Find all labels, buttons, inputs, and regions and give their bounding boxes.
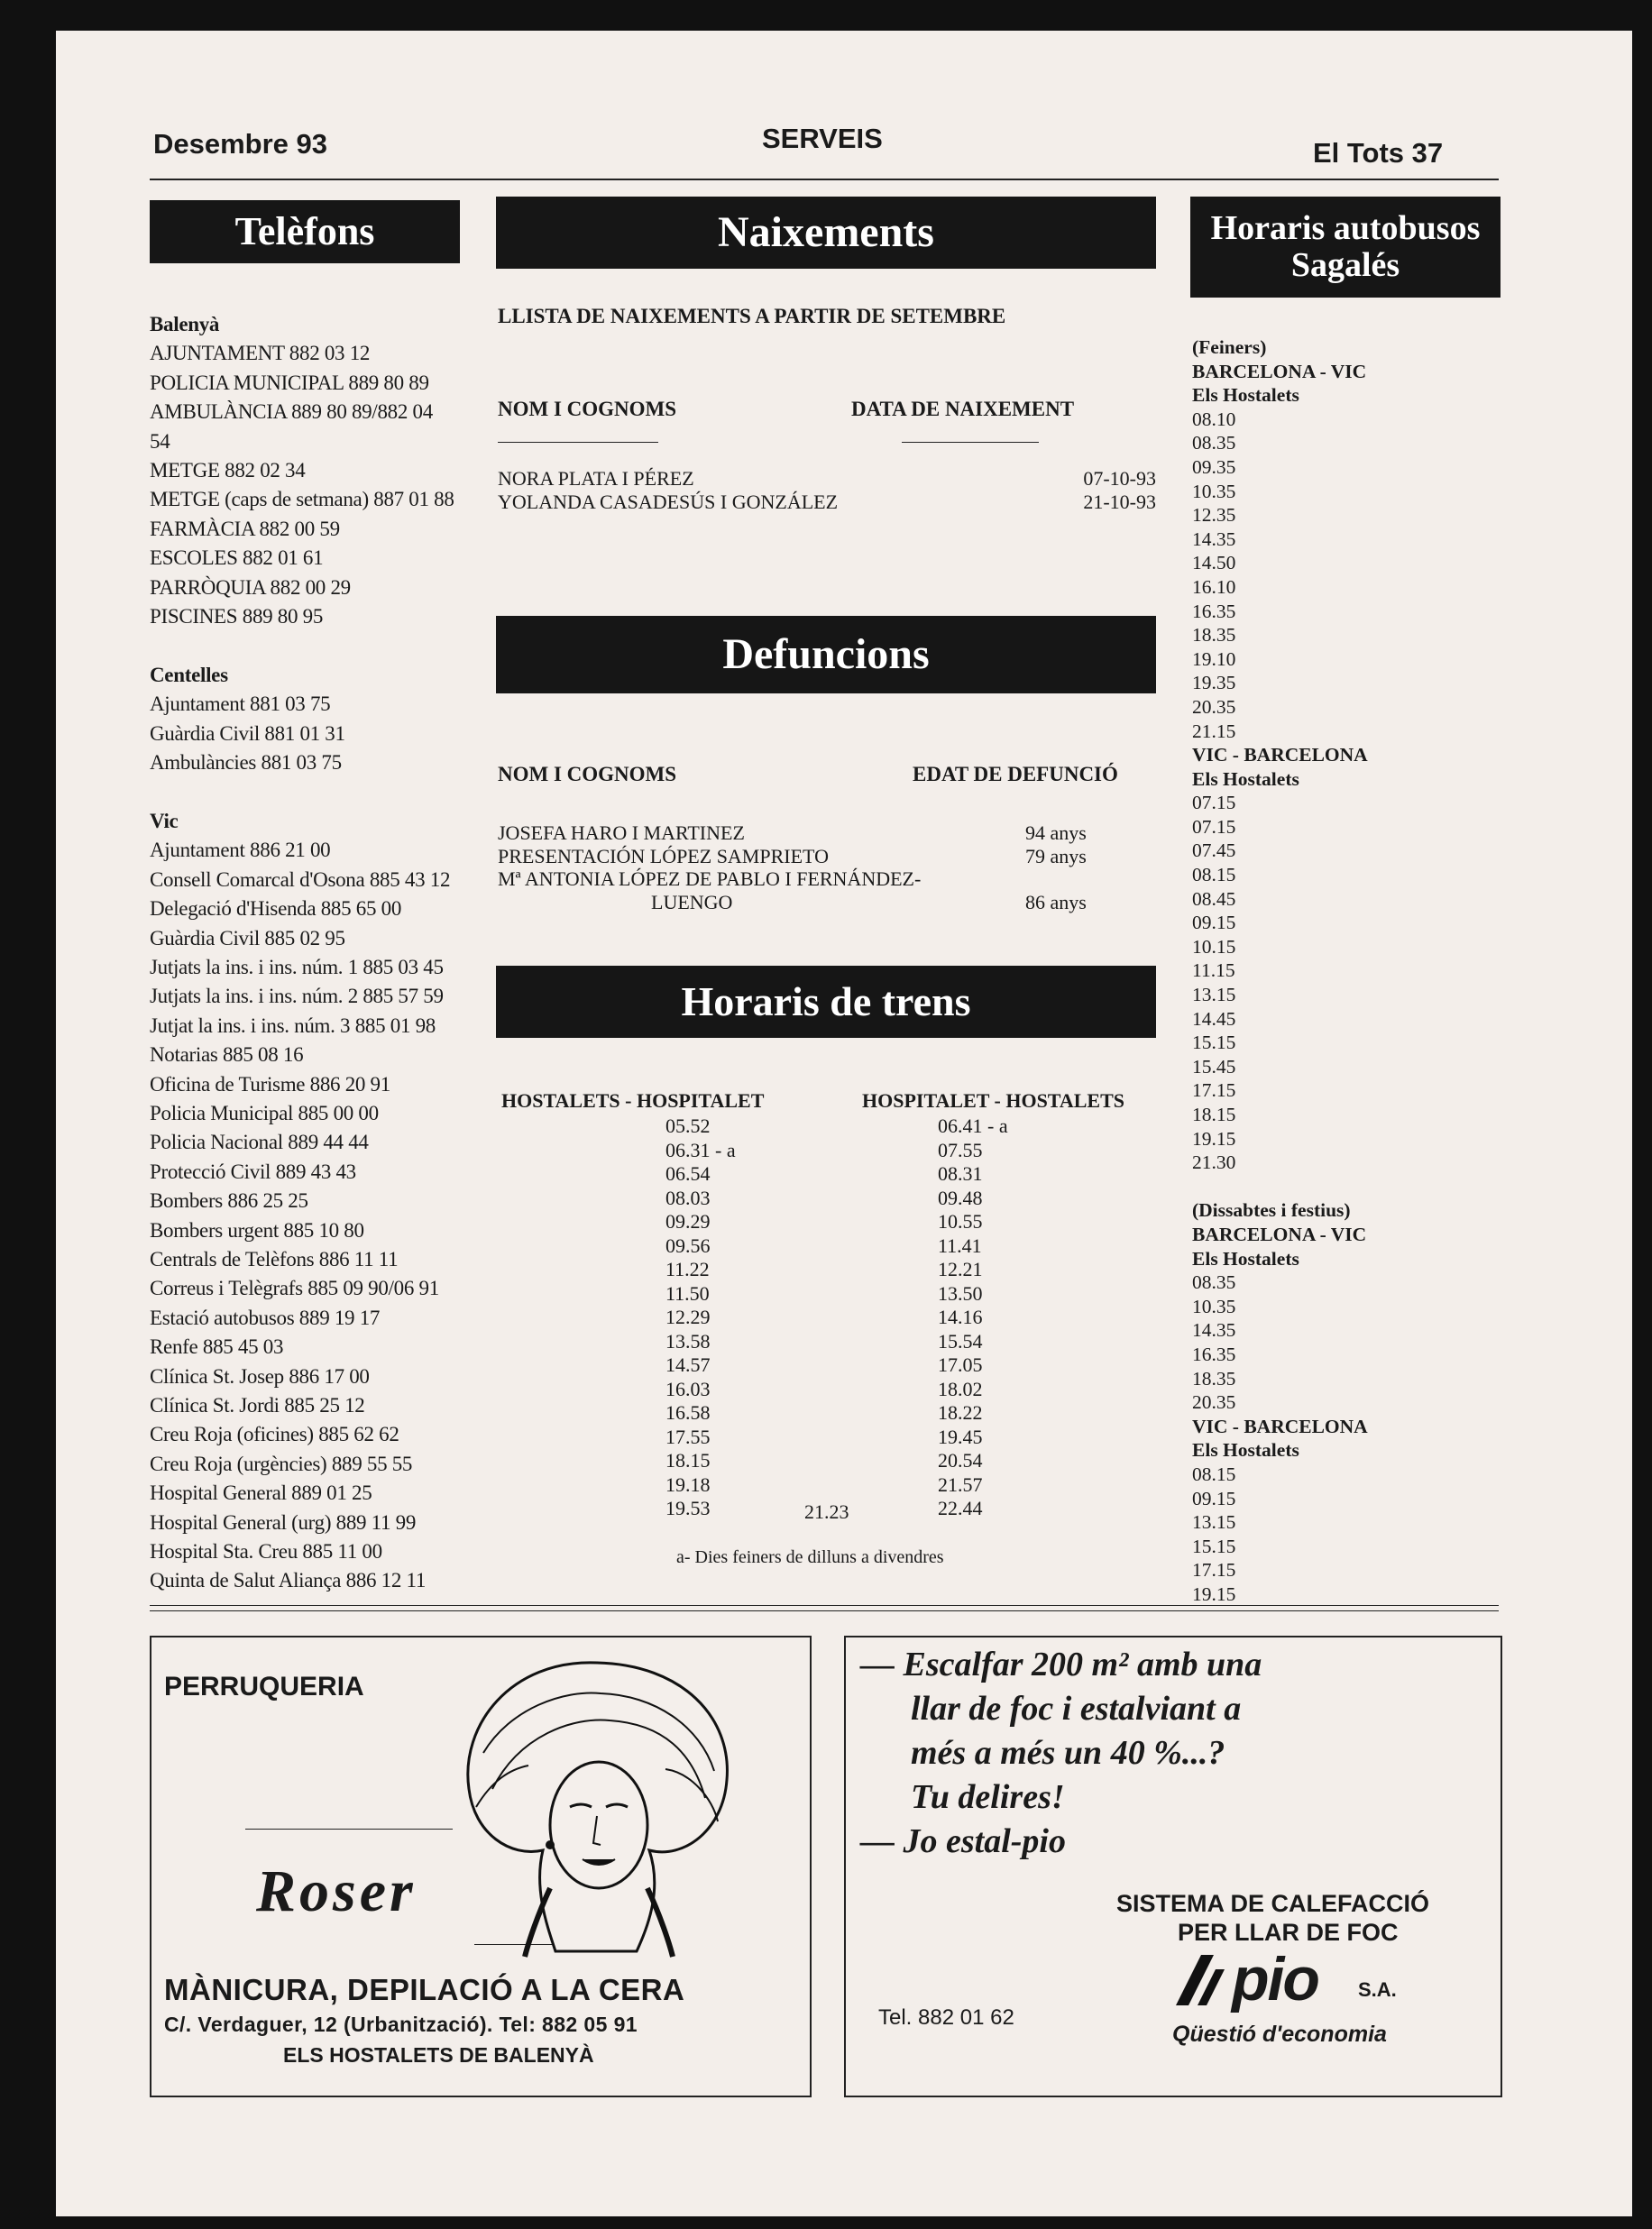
bus-time: 16.35: [1192, 600, 1236, 622]
perruqueria-line-upper: [245, 1829, 453, 1830]
defuncio-age: 94 anys: [1025, 821, 1087, 844]
tren-time-a: 06.54: [665, 1162, 711, 1185]
naixements-date-underline: [902, 442, 1039, 443]
bus-time: 14.35: [1192, 527, 1236, 550]
perruqueria-logo: Roser: [256, 1858, 417, 1924]
telefons-group-name: Balenyà: [150, 313, 220, 335]
defuncio-row: [498, 845, 1156, 868]
tren-time-b: 14.16: [938, 1306, 983, 1328]
header-page: El Tots 37: [1313, 137, 1444, 169]
tren-time-b: 18.02: [938, 1377, 983, 1400]
telefons-entry: Policia Municipal 885 00 00: [150, 1101, 379, 1124]
tren-time-a: 13.58: [665, 1329, 711, 1353]
telefons-entry: Hospital General 889 01 25: [150, 1481, 372, 1505]
tren-time-a: 09.29: [665, 1210, 711, 1233]
telefons-entry: Clínica St. Jordi 885 25 12: [150, 1394, 365, 1417]
tren-time-a: 19.18: [665, 1472, 711, 1496]
woman-portrait-illustration: [456, 1654, 738, 1960]
telefons-entry: Delegació d'Hisenda 885 65 00: [150, 897, 402, 921]
telefons-entry: Creu Roja (urgències) 889 55 55: [150, 1452, 413, 1475]
telefons-entry: AJUNTAMENT 882 03 12: [150, 342, 371, 365]
defuncio-age: 86 anys: [1025, 890, 1087, 913]
bus-route: BARCELONA - VIC: [1192, 360, 1367, 382]
telefons-entry: Oficina de Turisme 886 20 91: [150, 1072, 390, 1096]
telefons-entry: Ajuntament 881 03 75: [150, 693, 331, 716]
telefons-entry: Jutjats la ins. i ins. núm. 1 885 03 45: [150, 955, 444, 978]
telefons-entry: METGE 882 02 34: [150, 459, 306, 482]
perruqueria-town: ELS HOSTALETS DE BALENYÀ: [283, 2043, 594, 2067]
scan-border-top: [0, 0, 1652, 31]
bus-time: 16.10: [1192, 575, 1236, 598]
defuncions-col-name: NOM I COGNOMS: [498, 763, 677, 785]
trens-col-a-times: [665, 1114, 774, 1521]
naixement-date: 07-10-93: [1083, 467, 1156, 490]
tren-time-a: 05.52: [665, 1114, 711, 1137]
perruqueria-address: C/. Verdaguer, 12 (Urbanització). Tel: 882 05 91: [164, 2013, 638, 2036]
pio-quote: [860, 1643, 1416, 1864]
autobusos-title-line1: Horaris autobusos: [1210, 208, 1481, 247]
bus-time: 19.10: [1192, 647, 1236, 670]
bus-time: 18.15: [1192, 1104, 1236, 1125]
tren-time-a: 19.53: [665, 1497, 711, 1519]
telefons-entry: Jutjat la ins. i ins. núm. 3 885 01 98: [150, 1014, 436, 1037]
telefons-group-gap: [150, 631, 474, 660]
tren-time-a: 06.31 - a: [665, 1138, 736, 1161]
tren-time-b: 19.45: [938, 1425, 983, 1448]
bus-time: 14.35: [1192, 1319, 1236, 1342]
bus-time: 08.15: [1192, 864, 1236, 886]
naixements-col-name: NOM I COGNOMS: [498, 398, 677, 420]
bus-time: 09.15: [1192, 1487, 1236, 1509]
bus-stop: Els Hostalets: [1192, 384, 1299, 407]
pio-quote-line: més a més un 40 %...?: [911, 1734, 1225, 1772]
bottom-rule-1: [150, 1605, 1499, 1606]
trens-col-b: HOSPITALET - HOSTALETS: [862, 1089, 1124, 1112]
tren-time-b: 15.54: [938, 1329, 983, 1353]
telefons-entry: Estació autobusos 889 19 17: [150, 1306, 381, 1329]
pio-slogan: Qüestió d'economia: [1172, 2022, 1387, 2047]
tren-time-b: 08.31: [938, 1162, 983, 1185]
tren-time-b: 21.57: [938, 1472, 983, 1496]
bus-time: 15.45: [1192, 1055, 1236, 1078]
bus-time: 08.35: [1192, 432, 1236, 454]
bus-time: 20.35: [1192, 1391, 1236, 1414]
pio-logo-mark-icon: [1174, 1951, 1232, 2009]
tren-time-b: 09.48: [938, 1186, 983, 1209]
tren-time-b: 10.55: [938, 1210, 983, 1233]
autobusos-list: [1192, 335, 1499, 1605]
bus-time: 08.45: [1192, 887, 1236, 910]
telefons-entry: Bombers urgent 885 10 80: [150, 1218, 364, 1242]
pio-quote-line: Tu delires!: [911, 1778, 1065, 1816]
bus-time: 17.15: [1192, 1079, 1236, 1102]
autobusos-title: [1190, 197, 1501, 298]
bus-day-label: (Dissabtes i festius): [1192, 1199, 1351, 1222]
telefons-entry: ESCOLES 882 01 61: [150, 546, 324, 570]
bus-route: VIC - BARCELONA: [1192, 744, 1368, 766]
bus-time: 19.35: [1192, 672, 1236, 694]
tren-time-b: 06.41 - a: [938, 1114, 1008, 1137]
telefons-entry: Ajuntament 886 21 00: [150, 839, 331, 862]
telefons-group-name: Centelles: [150, 663, 228, 686]
bus-time: 10.35: [1192, 1295, 1236, 1317]
defuncio-name: LUENGO: [651, 890, 733, 913]
bus-day-label: (Feiners): [1192, 336, 1267, 358]
header-section: SERVEIS: [762, 123, 883, 154]
defuncions-rows: [498, 821, 1156, 913]
bus-time: 08.15: [1192, 1463, 1236, 1485]
telefons-entry: AMBULÀNCIA 889 80 89/882 04: [150, 400, 433, 424]
header-date: Desembre 93: [153, 128, 328, 160]
tren-time-b: 11.41: [938, 1234, 982, 1257]
trens-note: a- Dies feiners de dilluns a divendres: [676, 1547, 944, 1567]
pio-brand: pio: [1232, 1945, 1318, 2013]
defuncio-age: 79 anys: [1025, 844, 1087, 867]
telefons-entry: Consell Comarcal d'Osona 885 43 12: [150, 867, 451, 891]
naixement-name: NORA PLATA I PÉREZ: [498, 467, 694, 490]
telefons-entry: Correus i Telègrafs 885 09 90/06 91: [150, 1277, 439, 1300]
bus-time: 13.15: [1192, 984, 1236, 1006]
pio-quote-line: — Escalfar 200 m² amb una: [860, 1646, 1262, 1683]
tren-time-b: 07.55: [938, 1138, 983, 1161]
pio-quote-line: llar de foc i estalviant a: [911, 1690, 1242, 1728]
trens-title: Horaris de trens: [496, 966, 1156, 1038]
telefons-entry: Policia Nacional 889 44 44: [150, 1131, 369, 1154]
bus-time: 10.15: [1192, 935, 1236, 958]
perruqueria-heading: PERRUQUERIA: [164, 1672, 364, 1702]
defuncions-col-age: EDAT DE DEFUNCIÓ: [913, 763, 1118, 785]
bus-time: 07.45: [1192, 839, 1236, 862]
defuncio-name: PRESENTACIÓN LÓPEZ SAMPRIETO: [498, 844, 829, 867]
telefons-entry: Ambulàncies 881 03 75: [150, 751, 342, 775]
telefons-entry: PARRÒQUIA 882 00 29: [150, 575, 351, 599]
bus-time: 07.15: [1192, 815, 1236, 838]
defuncio-name: JOSEFA HARO I MARTINEZ: [498, 821, 745, 844]
bus-stop: Els Hostalets: [1192, 1247, 1299, 1270]
bus-time: 13.15: [1192, 1511, 1236, 1534]
bus-time: 18.35: [1192, 624, 1236, 647]
telefons-entry: POLICIA MUNICIPAL 889 80 89: [150, 371, 429, 394]
tren-time-b: 22.44: [938, 1497, 983, 1519]
defuncions-title: Defuncions: [496, 616, 1156, 693]
autobusos-title-line2: Sagalés: [1290, 246, 1400, 284]
bus-time: 17.15: [1192, 1559, 1236, 1582]
bus-time: 14.45: [1192, 1007, 1236, 1030]
tren-time-a: 11.50: [665, 1281, 710, 1305]
autobusos-list-clip: [1192, 335, 1499, 1605]
bus-time: 08.35: [1192, 1271, 1236, 1294]
tren-time-b: 12.21: [938, 1258, 983, 1280]
scan-border-left: [0, 0, 56, 2229]
telefons-entry: Creu Roja (oficines) 885 62 62: [150, 1423, 399, 1446]
telefons-entry: Guàrdia Civil 881 01 31: [150, 721, 345, 745]
defuncio-row: [498, 867, 1156, 891]
tren-time-b: 20.54: [938, 1449, 983, 1472]
perruqueria-ad: [150, 1636, 812, 2097]
defuncio-name: Mª ANTONIA LÓPEZ DE PABLO I FERNÁNDEZ-: [498, 867, 922, 890]
telefons-entry: FARMÀCIA 882 00 59: [150, 517, 340, 540]
telefons-entry: PISCINES 889 80 95: [150, 605, 324, 628]
bus-time: 07.15: [1192, 792, 1236, 814]
telefons-entry: Clínica St. Josep 886 17 00: [150, 1364, 370, 1388]
bus-time: 10.35: [1192, 480, 1236, 502]
bottom-rule-2: [150, 1610, 1499, 1611]
bus-time: 21.15: [1192, 720, 1236, 742]
tren-time-a: 12.29: [665, 1306, 711, 1328]
telefons-entry: Protecció Civil 889 43 43: [150, 1160, 356, 1183]
pio-ad: [844, 1636, 1502, 2097]
bus-time: 19.15: [1192, 1127, 1236, 1150]
bus-time: 15.15: [1192, 1032, 1236, 1054]
telefons-entry: Renfe 885 45 03: [150, 1335, 284, 1359]
tren-time-b: 13.50: [938, 1281, 983, 1305]
naixements-rows: [498, 467, 1156, 514]
naixements-name-underline: [498, 442, 658, 443]
telefons-entry: Notarias 885 08 16: [150, 1043, 304, 1067]
bus-stop: Els Hostalets: [1192, 1439, 1299, 1462]
bus-time: 20.35: [1192, 695, 1236, 718]
tren-time-a: 16.58: [665, 1401, 711, 1424]
tren-time-a: 17.55: [665, 1425, 711, 1448]
telefons-entry: Quinta de Salut Aliança 886 12 11: [150, 1569, 427, 1592]
header-rule: [150, 179, 1499, 180]
trens-col-a: HOSTALETS - HOSPITALET: [501, 1089, 765, 1112]
bus-time: 21.30: [1192, 1151, 1236, 1174]
defuncio-row: [498, 821, 1156, 845]
tren-time-b: 18.22: [938, 1401, 983, 1424]
pio-system-line1: SISTEMA DE CALEFACCIÓ: [1116, 1890, 1430, 1917]
bus-route: BARCELONA - VIC: [1192, 1223, 1367, 1245]
tren-time-a: 14.57: [665, 1353, 711, 1376]
telefons-entry: Bombers 886 25 25: [150, 1189, 308, 1213]
tren-time-a: 18.15: [665, 1449, 711, 1472]
bus-time: 14.50: [1192, 552, 1236, 574]
bus-time: 12.35: [1192, 504, 1236, 527]
naixement-name: YOLANDA CASADESÚS I GONZÁLEZ: [498, 491, 839, 513]
telefons-entry: Hospital Sta. Creu 885 11 00: [150, 1540, 382, 1564]
bus-time: 09.15: [1192, 912, 1236, 934]
tren-time-a: 09.56: [665, 1234, 711, 1257]
telefons-entry: Hospital General (urg) 889 11 99: [150, 1510, 417, 1534]
bus-time: 19.15: [1192, 1582, 1236, 1605]
bus-gap: [1192, 1175, 1499, 1199]
telefons-group-gap: [150, 777, 474, 806]
pio-system-line2: PER LLAR DE FOC: [1178, 1919, 1399, 1946]
pio-phone: Tel. 882 01 62: [878, 2005, 1014, 2030]
telefons-title: Telèfons: [150, 200, 460, 263]
telefons-entry: Centrals de Telèfons 886 11 11: [150, 1247, 399, 1270]
pio-quote-line: — Jo estal-pio: [860, 1822, 1066, 1860]
telefons-entry: 54: [150, 429, 170, 453]
naixements-col-date: DATA DE NAIXEMENT: [851, 398, 1075, 420]
bus-time: 09.35: [1192, 455, 1236, 478]
bus-stop: Els Hostalets: [1192, 767, 1299, 790]
tren-time-b: 17.05: [938, 1353, 983, 1376]
bus-time: 15.15: [1192, 1535, 1236, 1557]
bus-time: 16.35: [1192, 1343, 1236, 1365]
scan-border-right: [1632, 0, 1652, 2229]
trens-extra-time: 21.23: [804, 1500, 849, 1523]
telefons-entry: Jutjats la ins. i ins. núm. 2 885 57 59: [150, 985, 444, 1008]
naixement-row: [498, 467, 1156, 491]
tren-time-a: 08.03: [665, 1186, 711, 1209]
defuncio-row: [498, 891, 1156, 914]
telefons-group-name: Vic: [150, 809, 179, 832]
tren-time-a: 11.22: [665, 1258, 710, 1280]
telefons-list: [150, 310, 474, 1596]
perruqueria-service: MÀNICURA, DEPILACIÓ A LA CERA: [164, 1973, 685, 2006]
naixements-title: Naixements: [496, 197, 1156, 269]
telefons-entry: METGE (caps de setmana) 887 01 88: [150, 488, 454, 511]
bus-time: 08.10: [1192, 408, 1236, 430]
naixements-subtitle: LLISTA DE NAIXEMENTS A PARTIR DE SETEMBRE: [498, 305, 1006, 327]
scan-border-bottom: [0, 2216, 1652, 2229]
naixement-row: [498, 491, 1156, 514]
naixement-date: 21-10-93: [1083, 491, 1156, 513]
pio-brand-suffix: S.A.: [1358, 1978, 1397, 2001]
bus-time: 11.15: [1192, 959, 1235, 982]
bus-route: VIC - BARCELONA: [1192, 1415, 1368, 1437]
bus-time: 18.35: [1192, 1367, 1236, 1390]
trens-col-b-times: [938, 1114, 1064, 1521]
tren-time-a: 16.03: [665, 1377, 711, 1400]
telefons-entry: Guàrdia Civil 885 02 95: [150, 926, 345, 949]
